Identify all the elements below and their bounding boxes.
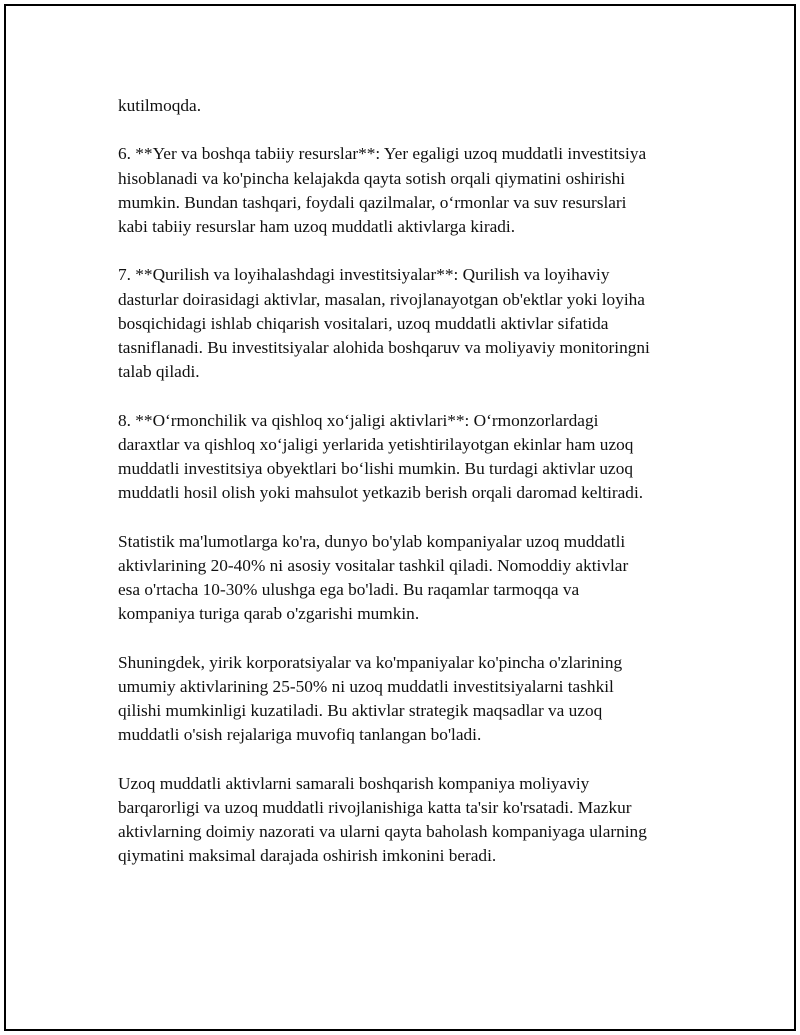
text-line: muddatli o'sish rejalariga muvofiq tanlangan bo'ladi. (118, 725, 482, 745)
text-line: Statistik ma'lumotlarga ko'ra, dunyo bo'ylab kompaniyalar uzoq muddatli (118, 531, 626, 551)
text-line: kutilmoqda. (118, 96, 202, 115)
paragraph-corporations (118, 651, 708, 748)
text-line: aktivlarining 20-40% ni asosiy vositalar tashkil qiladi. Nomoddiy aktivlar (118, 555, 629, 575)
text-line: esa o'rtacha 10-30% ulushga ega bo'ladi. Bu raqamlar tarmoqqa va (118, 580, 580, 599)
text-line: mumkin. Bundan tashqari, foydali qazilmalar, o‘rmonlar va suv resurslari (118, 192, 627, 212)
text-line: daraxtlar va qishloq xo‘jaligi yerlarida yetishtirilayotgan ekinlar ham uzoq (118, 434, 634, 454)
text-line: qilishi mumkinligi kuzatiladi. Bu aktivlar strategik maqsadlar va uzoq (118, 701, 603, 720)
text-line: 6. **Yer va boshqa tabiiy resurslar**: Yer egaligi uzoq muddatli investitsiya (118, 144, 647, 164)
text-line: aktivlarning doimiy nazorati va ularni qayta baholash kompaniyaga ularning (118, 822, 647, 841)
paragraph-statistics (118, 530, 708, 627)
text-line: muddatli investitsiya obyektlari bo‘lishi mumkin. Bu turdagi aktivlar uzoq (118, 459, 634, 478)
paragraph-land-resources (118, 142, 708, 239)
text-line: muddatli hosil olish yoki mahsulot yetkazib berish orqali daromad keltiradi. (118, 483, 644, 503)
paragraph-management (118, 772, 708, 869)
paragraph-continuation (118, 94, 708, 118)
text-line: kabi tabiiy resurslar ham uzoq muddatli aktivlarga kiradi. (118, 217, 516, 236)
text-line: barqarorligi va uzoq muddatli rivojlanishiga katta ta'sir ko'rsatadi. Mazkur (118, 797, 632, 817)
document-body (118, 94, 708, 893)
text-line: tasniflanadi. Bu investitsiyalar alohida boshqaruv va moliyaviy monitoringni (118, 338, 650, 357)
page-frame (4, 4, 796, 1031)
text-line: qiymatini maksimal darajada oshirish imkonini beradi. (118, 846, 497, 866)
text-line: Uzoq muddatli aktivlarni samarali boshqarish kompaniya moliyaviy (118, 773, 590, 793)
text-line: umumiy aktivlarining 25-50% ni uzoq muddatli investitsiyalarni tashkil (118, 676, 614, 696)
text-line: hisoblanadi va ko'pincha kelajakda qayta sotish orqali qiymatini oshirishi (118, 168, 626, 188)
text-line: talab qiladi. (118, 362, 200, 382)
paragraph-forestry-agriculture (118, 409, 708, 506)
text-line: 7. **Qurilish va loyihalashdagi investitsiyalar**: Qurilish va loyihaviy (118, 265, 610, 285)
text-line: dasturlar doirasidagi aktivlar, masalan, rivojlanayotgan ob'ektlar yoki loyiha (118, 289, 645, 309)
text-line: bosqichidagi ishlab chiqarish vositalari, uzoq muddatli aktivlar sifatida (118, 313, 609, 333)
paragraph-construction-investments (118, 263, 708, 384)
text-line: Shuningdek, yirik korporatsiyalar va ko'mpaniyalar ko'pincha o'zlarining (118, 652, 623, 672)
text-line: kompaniya turiga qarab o'zgarishi mumkin. (118, 604, 420, 624)
text-line: 8. **O‘rmonchilik va qishloq xo‘jaligi aktivlari**: O‘rmonzorlardagi (118, 410, 599, 430)
